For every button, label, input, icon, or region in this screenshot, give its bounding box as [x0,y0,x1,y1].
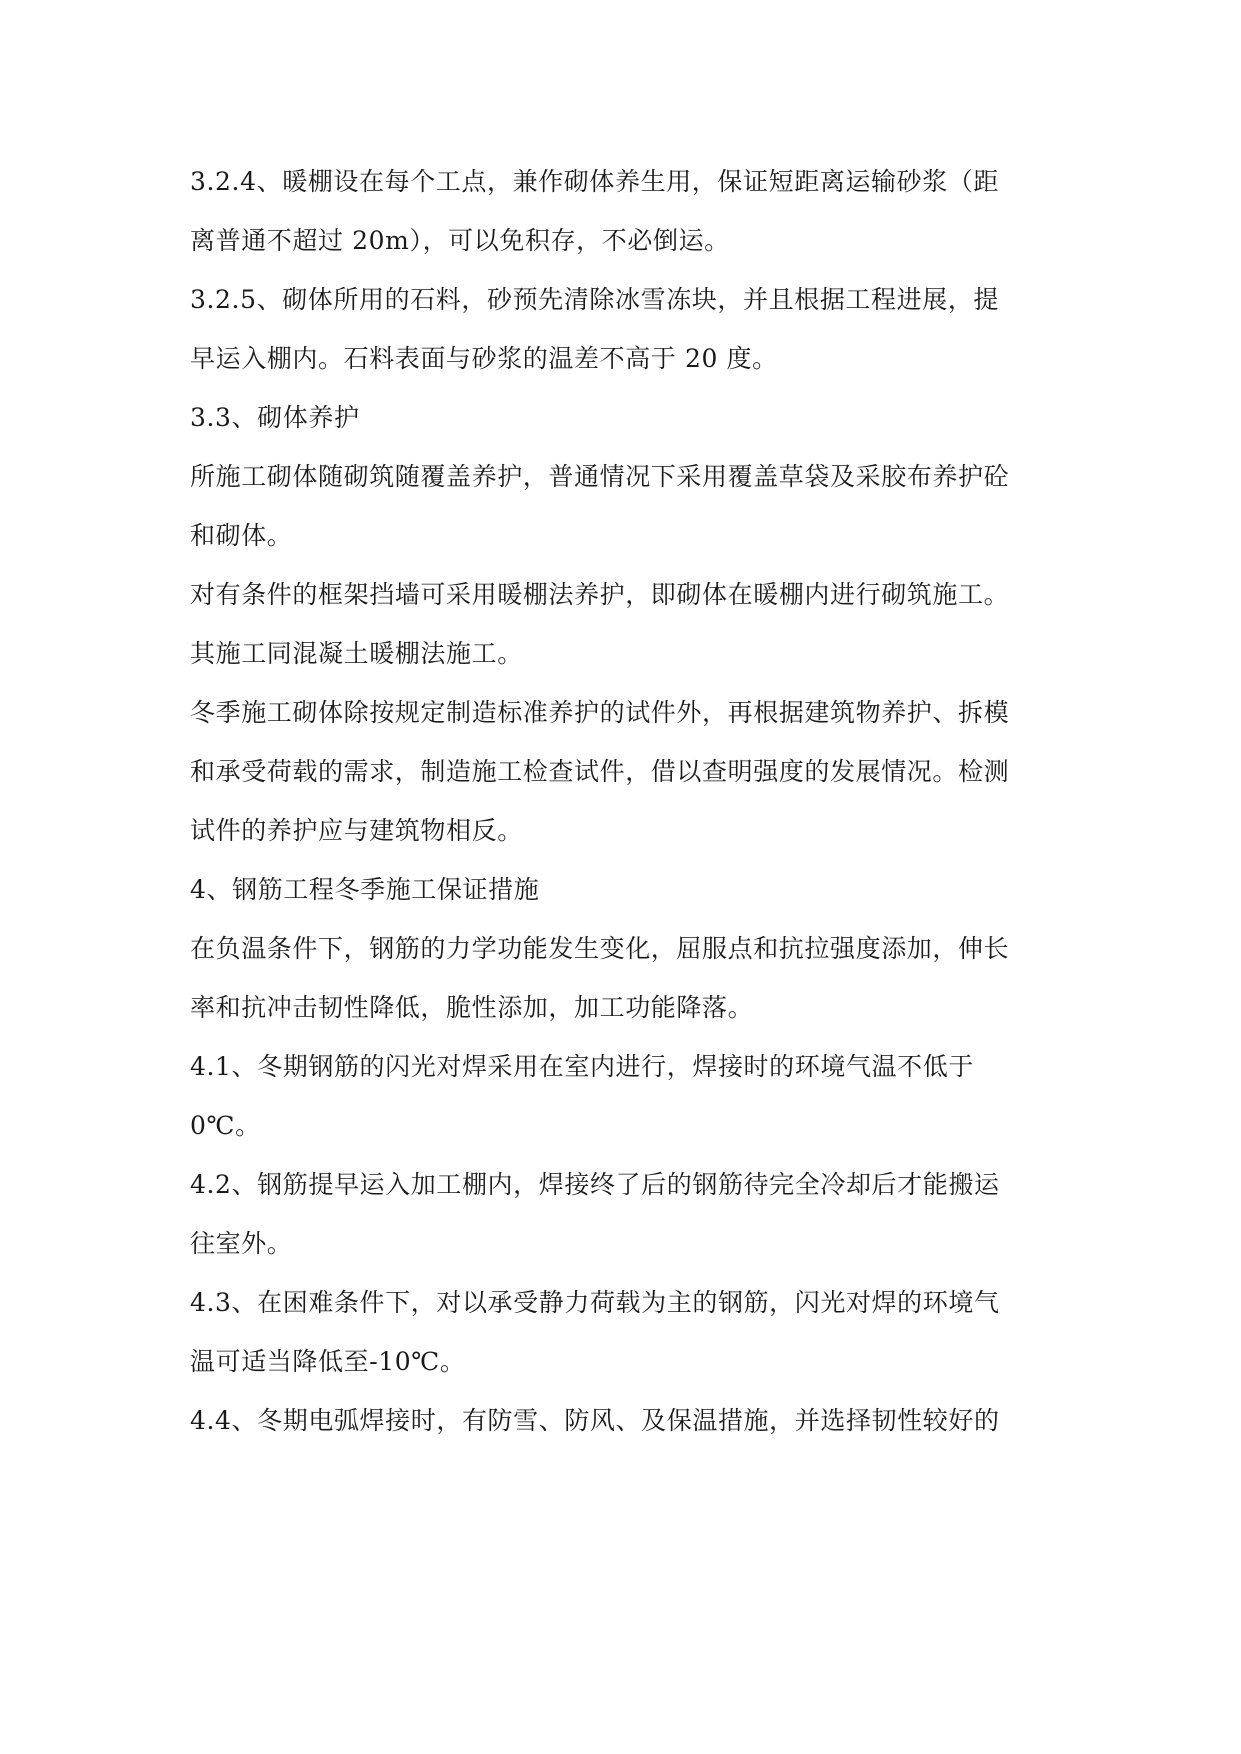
section-heading: 3.3、砌体养护 [190,403,360,432]
text-line: 对有条件的框架挡墙可采用暖棚法养护，即砌体在暖棚内进行砌筑施工。 [190,580,1010,609]
text-line: 和砌体。 [190,521,293,550]
text-line: 试件的养护应与建筑物相反。 [190,816,523,845]
section-heading: 4、钢筋工程冬季施工保证措施 [190,875,540,904]
text-line: 所施工砌体随砌筑随覆盖养护，普通情况下采用覆盖草袋及采胶布养护砼 [190,462,1010,491]
text-line: 在负温条件下，钢筋的力学功能发生变化，屈服点和抗拉强度添加，伸长 [190,934,1010,963]
text-line: 4.3、在困难条件下，对以承受静力荷载为主的钢筋，闪光对焊的环境气 [190,1288,1000,1317]
text-line: 4.2、钢筋提早运入加工棚内，焊接终了后的钢筋待完全冷却后才能搬运 [190,1170,1000,1199]
text-line: 4.1、冬期钢筋的闪光对焊采用在室内进行，焊接时的环境气温不低于 [190,1052,974,1081]
text-line: 早运入棚内。石料表面与砂浆的温差不高于 20 度。 [190,344,778,373]
text-line: 3.2.5、砌体所用的石料，砂预先清除冰雪冻块，并且根据工程进展，提 [190,285,1000,314]
text-line: 温可适当降低至-10℃。 [190,1347,466,1376]
text-line: 往室外。 [190,1229,293,1258]
text-line: 其施工同混凝土暖棚法施工。 [190,639,523,668]
text-line: 冬季施工砌体除按规定制造标准养护的试件外，再根据建筑物养护、拆模 [190,698,1010,727]
text-line: 3.2.4、暖棚设在每个工点，兼作砌体养生用，保证短距离运输砂浆（距 [190,167,1000,196]
text-line: 0℃。 [190,1111,261,1140]
text-line: 和承受荷载的需求，制造施工检查试件，借以查明强度的发展情况。检测 [190,757,1010,786]
text-line: 4.4、冬期电弧焊接时，有防雪、防风、及保温措施，并选择韧性较好的 [190,1406,1000,1435]
text-line: 离普通不超过 20m），可以免积存，不必倒运。 [190,226,730,255]
text-line: 率和抗冲击韧性降低，脆性添加，加工功能降落。 [190,993,754,1022]
